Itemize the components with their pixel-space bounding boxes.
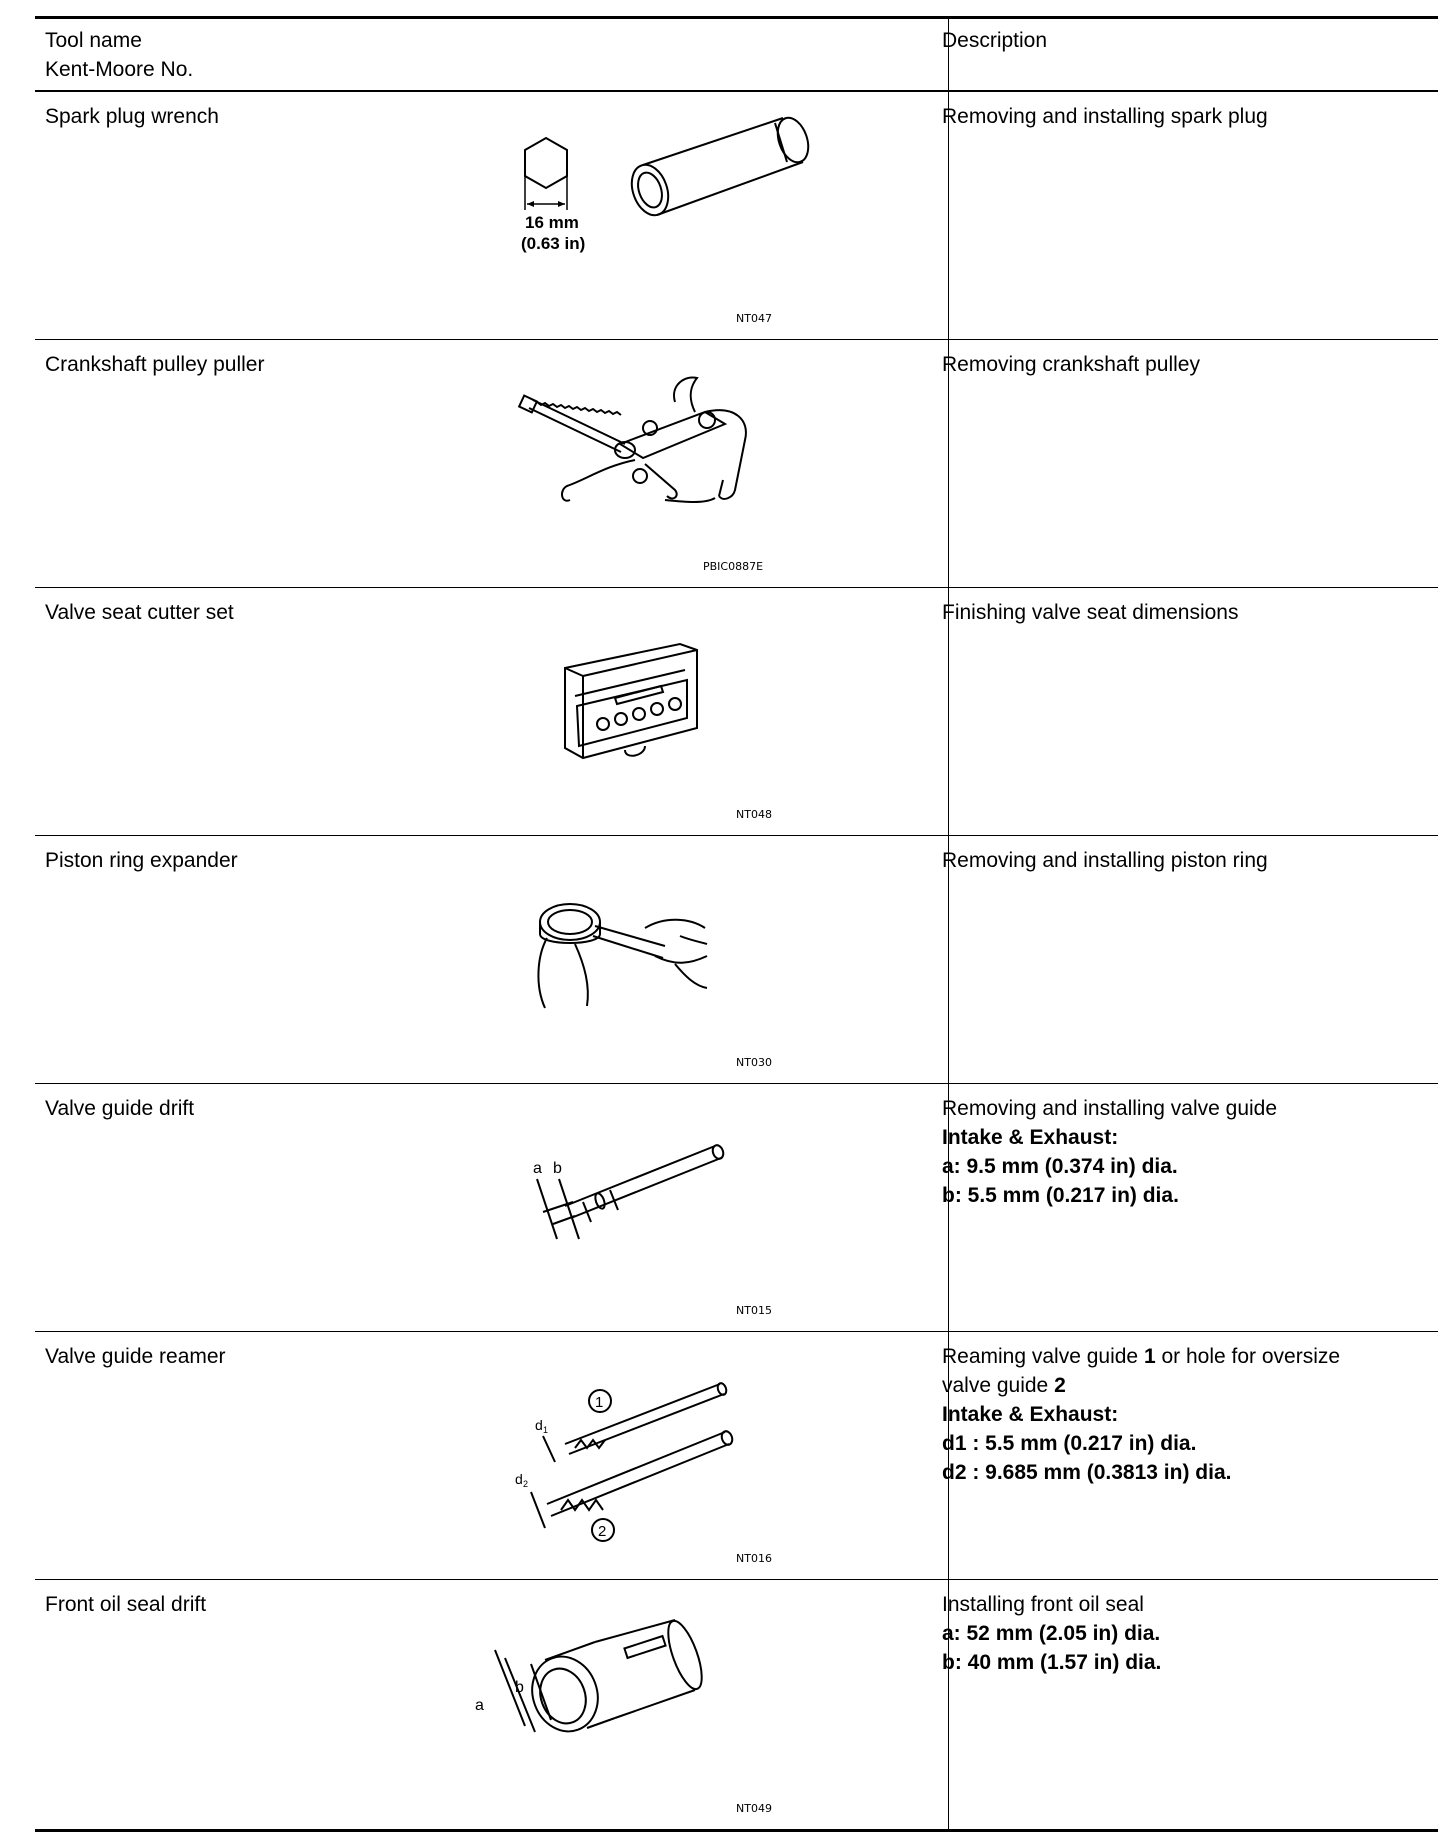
svg-text:1: 1	[595, 1394, 604, 1411]
table-row	[35, 1580, 1438, 1829]
header-tool-name: Tool name Kent-Moore No.	[45, 29, 194, 81]
table-row	[35, 588, 1438, 836]
tool-name: Crankshaft pulley puller	[45, 353, 265, 376]
svg-text:NT030: NT030	[736, 1056, 772, 1069]
valve-guide-reamer-icon	[475, 1332, 885, 1579]
svg-text:NT048: NT048	[736, 808, 772, 821]
table-row	[35, 836, 1438, 1084]
oil-seal-drift-icon	[475, 1580, 885, 1827]
svg-text:d: d	[535, 1417, 543, 1433]
svg-text:b: b	[553, 1160, 562, 1177]
svg-text:2: 2	[523, 1479, 529, 1489]
tool-name: Front oil seal drift	[45, 1593, 207, 1616]
pulley-puller-icon	[475, 340, 885, 587]
svg-text:(0.63 in): (0.63 in)	[521, 234, 586, 253]
valve-guide-drift-icon	[475, 1084, 885, 1331]
table-row	[35, 1332, 1438, 1580]
svg-text:d: d	[515, 1471, 523, 1487]
tool-name: Valve seat cutter set	[45, 601, 234, 624]
table-row	[35, 1084, 1438, 1332]
svg-text:PBIC0887E: PBIC0887E	[703, 560, 764, 573]
header-description: Description	[942, 29, 1048, 52]
tool-name: Valve guide reamer	[45, 1345, 226, 1368]
table-row	[35, 92, 1438, 340]
svg-text:16 mm: 16 mm	[525, 213, 579, 232]
svg-text:NT015: NT015	[736, 1304, 772, 1317]
tool-description: Installing front oil seal a: 52 mm (2.05 in) dia. b: 40 mm (1.57 in) dia.	[942, 1593, 1162, 1674]
svg-text:NT047: NT047	[736, 312, 772, 325]
tool-name: Piston ring expander	[45, 849, 238, 872]
tool-description: Finishing valve seat dimensions	[942, 601, 1239, 624]
tool-name: Valve guide drift	[45, 1097, 195, 1120]
svg-text:2: 2	[598, 1523, 607, 1540]
tool-description: Removing and installing valve guide Intake & Exhaust: a: 9.5 mm (0.374 in) dia. b: 5.5 mm (0.217 in) dia.	[942, 1097, 1278, 1207]
svg-text:a: a	[475, 1697, 484, 1714]
table-header	[35, 19, 1438, 92]
tool-description: Removing and installing piston ring	[942, 849, 1268, 872]
svg-text:a: a	[533, 1160, 542, 1177]
tool-name: Spark plug wrench	[45, 105, 219, 128]
cutter-set-case-icon	[475, 588, 885, 835]
spark-plug-wrench-icon	[475, 92, 885, 339]
tool-description: Removing crankshaft pulley	[942, 353, 1200, 376]
svg-text:b: b	[515, 1679, 524, 1696]
svg-text:NT049: NT049	[736, 1802, 772, 1815]
table-row	[35, 340, 1438, 588]
svg-text:NT016: NT016	[736, 1552, 772, 1565]
tool-description: Removing and installing spark plug	[942, 105, 1268, 128]
svg-text:1: 1	[543, 1425, 549, 1435]
ring-expander-icon	[475, 836, 885, 1083]
tool-description: Reaming valve guide 1 or hole for oversize valve guide 2 Intake & Exhaust: d1 : 5.5 mm (0.217 in) dia. d2 : 9.685 mm (0.3813 in) dia.	[942, 1345, 1341, 1484]
special-service-tools-table	[35, 16, 1438, 1832]
